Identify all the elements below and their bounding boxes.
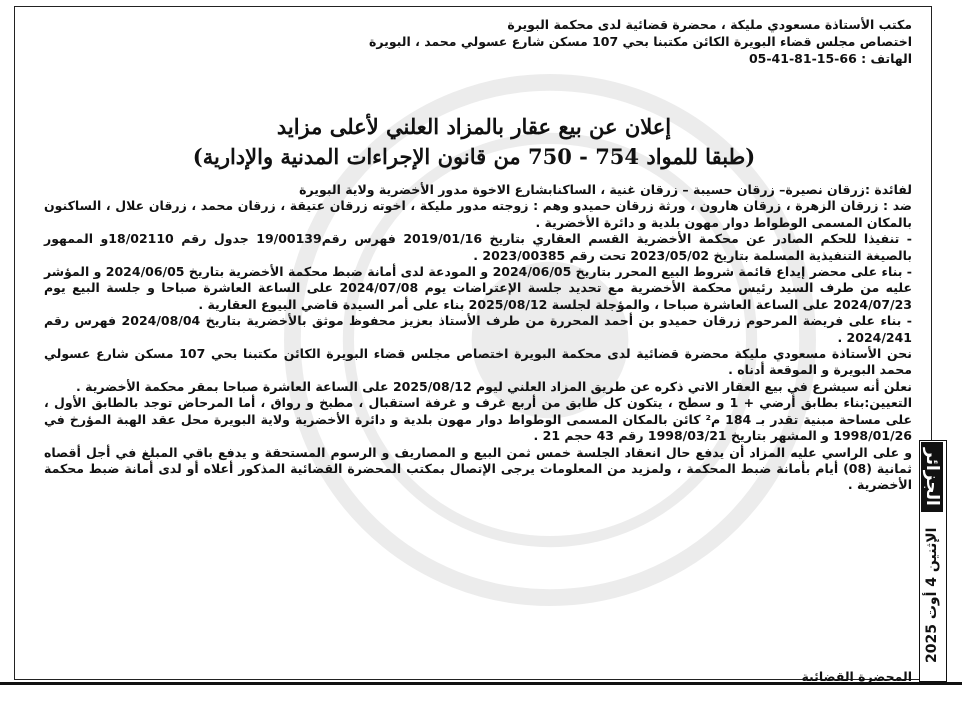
inheritance-paragraph: - بناء على فريضة المرحوم زرقان حميدو بن أحمد المحررة من طرف الأستاذ بعزيز محفوظ موثق بالأخضرية بتاريخ 2024/08/04 فهرس رقم 2024/241 . [44,313,912,345]
signature: المحضرة القضائية [801,669,912,684]
header-office: مكتب الأستاذة مسعودي مليكة ، محضرة قضائية لدى محكمة البويرة [507,17,912,32]
property-description-paragraph: التعيين:بناء بطابق أرضي + 1 و سطح ، يتكون كل طابق من أربع غرف و غرفة استقبال ، مطبخ و رواق ، أما المرحاض توجد بالطابق الأول ، على مساحة مبنية تقدر بـ 184 م² كائن بالمكان المسمى الوطواط دوار مهون بلدية و دائرة الأخضرية ولاية البويرة محل عقد الهبة المؤرخ في 1998/01/26 و المشهر بتاريخ 1998/03/21 رقم 43 حجم 21 . [44,395,912,444]
beneficiary-paragraph: لفائدة :زرقان نصيرة– زرقان حسيبة – زرقان غنية ، الساكنابشارع الاخوة مدور الأخضرية ولاية البويرة [299,182,912,197]
notice-body [44,182,912,494]
conditions-paragraph: - بناء على محضر إيداع قائمة شروط البيع المحرر بتاريخ 2024/06/05 و المودعة لدى أمانة ضبط محكمة الأخضرية بتاريخ 2024/06/05 و المؤشر عليه من طرف السيد رئيس محكمة الأخضرية مع تحديد جلسة الإعتراضات يوم 2024/07/08 على الساعة العاشرة صباحا و جلسة البيع يوم 2024/07/23 على الساعة العاشرة صباحا ، والمؤجلة لجلسة 2025/08/12 بناء على أمر السيدة قاضي البيوع العقارية . [44,264,912,312]
header-address: اختصاص مجلس قضاء البويرة الكائن مكتبنا بحي 107 مسكن شارع عسولي محمد ، البويرة [368,34,912,49]
header-phone: الهاتف : 66-15-81-41-05 [748,51,912,66]
newspaper-logo: الجزائر [921,442,943,512]
judgment-paragraph: - تنفيذا للحكم الصادر عن محكمة الأخضرية القسم العقاري بتاريخ 2019/01/16 فهرس رقم19/00139 جدول رقم 18/02110و الممهور بالصيغة التنفيذية المسلمة بتاريخ 2023/05/02 تحت رقم 2023/00385 . [44,231,912,263]
sale-date-paragraph: نعلن أنه سيشرع في بيع العقار الاتي ذكره عن طريق المزاد العلني ليوم 2025/08/12 على الساعة العاشرة صباحا بمقر محكمة الأخضرية . [76,378,912,394]
payment-terms-paragraph: و على الراسي عليه المزاد أن يدفع حال انعقاد الجلسة خمس ثمن البيع و المصاريف و الرسوم المستحقة و يدفع باقي المبلغ في أجل أقصاه ثمانية (08) أيام بأمانة ضبط المحكمة ، ولمزيد من المعلومات يرجى الإتصال بمكتب المحضرة القضائية المذكور أعلاه أو لدى أمانة ضبط محكمة الأخضرية . [44,444,912,493]
notice-title [34,112,914,172]
bailiff-header [72,16,912,67]
bailiff-paragraph: نحن الأستاذة مسعودي مليكة محضرة قضائية لدى محكمة البويرة اختصاص مجلس قضاء البويرة الكائن مكتبنا بحي 107 مسكن شارع عسولي محمد البويرة و الموقعة أدناه . [44,346,912,378]
publication-date: الإثنين 4 أوت 2025 [924,527,940,663]
title-subtitle: (طبقا للمواد 754 - 750 من قانون الإجراءات المدنية والإدارية) [192,144,756,169]
title-main: إعلان عن بيع عقار بالمزاد العلني لأعلى مزايد [276,114,672,139]
defendants-paragraph: ضد : زرقان الزهرة ، زرقان هارون ، ورثة زرقان حميدو وهم : زوجته مدور مليكة ، اخوته زرقان عتيقة ، زرقان محمد ، زرقان علال ، الساكنون بالمكان المسمى الوطواط دوار مهون بلدية و دائرة الأخضرية . [44,198,912,230]
